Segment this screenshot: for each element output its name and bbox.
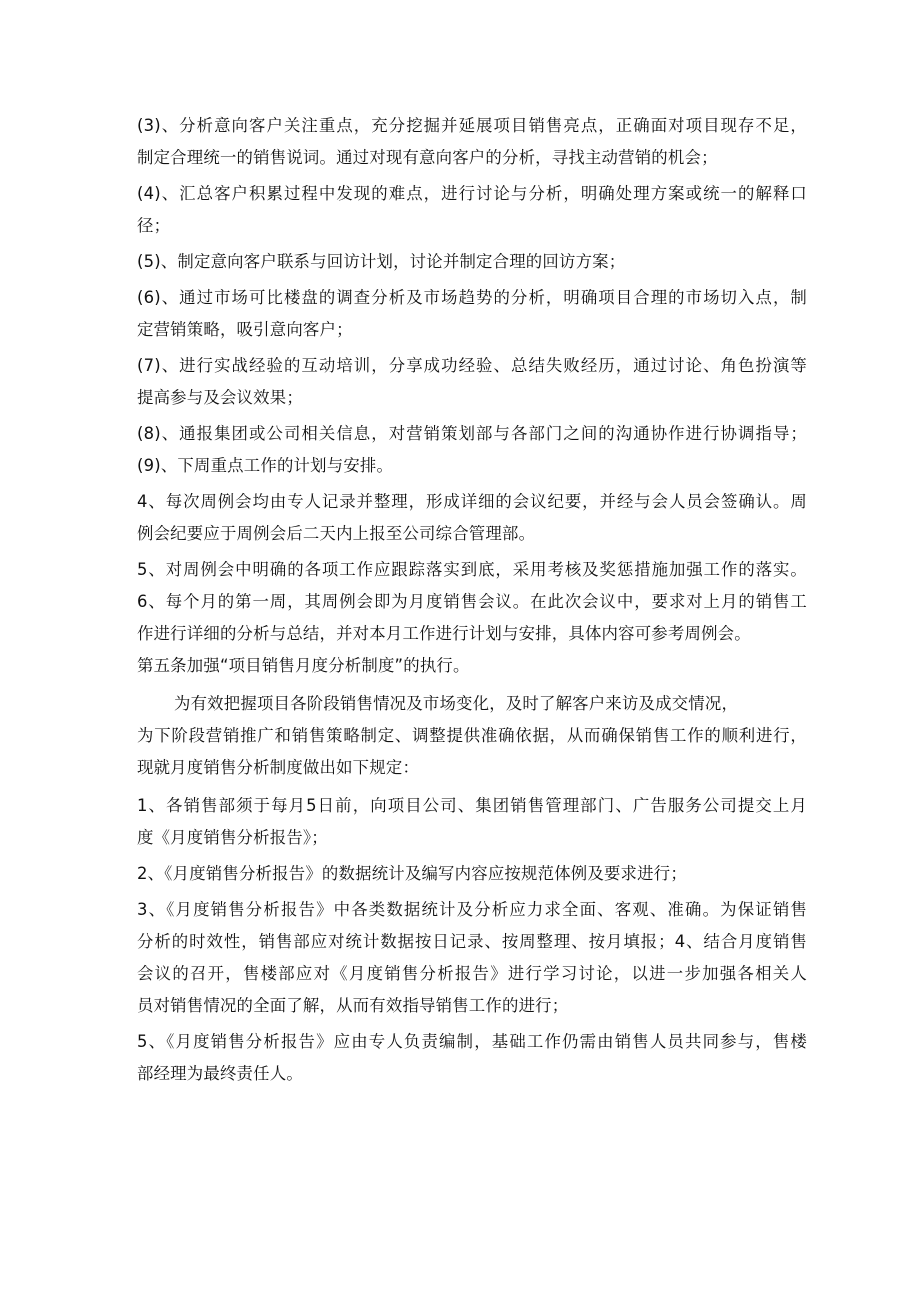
text-line: 径； bbox=[137, 216, 171, 235]
text-line: (6)、通过市场可比楼盘的调查分析及市场趋势的分析，明确项目合理的市场切入点，制 bbox=[137, 288, 807, 307]
document-body bbox=[137, 110, 807, 1090]
text-line: 5、《月度销售分析报告》应由专人负责编制，基础工作仍需由销售人员共同参与，售楼 bbox=[137, 1032, 807, 1051]
text-line: 提高参与及会议效果； bbox=[137, 388, 303, 407]
text-line: 第五条加强“项目销售月度分析制度”的执行。 bbox=[137, 656, 470, 675]
text-line: (4)、汇总客户积累过程中发现的难点，进行讨论与分析，明确处理方案或统一的解释口 bbox=[137, 184, 807, 203]
text-line: 员对销售情况的全面了解，从而有效指导销售工作的进行； bbox=[137, 996, 569, 1015]
text-line: 部经理为最终责任人。 bbox=[137, 1064, 303, 1083]
text-line: 作进行详细的分析与总结，并对本月工作进行计划与安排，具体内容可参考周例会。 bbox=[137, 624, 751, 643]
text-line: (7)、进行实战经验的互动培训，分享成功经验、总结失败经历，通过讨论、角色扮演等 bbox=[137, 356, 807, 375]
text-line: 6、每个月的第一周，其周例会即为月度销售会议。在此次会议中，要求对上月的销售工 bbox=[137, 592, 807, 611]
text-line: 1、各销售部须于每月5日前，向项目公司、集团销售管理部门、广告服务公司提交上月 bbox=[137, 796, 807, 815]
text-line: 现就月度销售分析制度做出如下规定： bbox=[137, 758, 420, 777]
text-line: 制定合理统一的销售说词。通过对现有意向客户的分析，寻找主动营销的机会； bbox=[137, 148, 718, 167]
text-line: 为有效把握项目各阶段销售情况及市场变化，及时了解客户来访及成交情况， bbox=[174, 694, 739, 713]
text-line: 5、对周例会中明确的各项工作应跟踪落实到底，采用考核及奖惩措施加强工作的落实。 bbox=[137, 560, 807, 579]
text-line: (3)、分析意向客户关注重点，充分挖掘并延展项目销售亮点，正确面对项目现存不足， bbox=[137, 116, 807, 135]
text-line: 度《月度销售分析报告》； bbox=[137, 828, 328, 847]
text-line: 例会纪要应于周例会后二天内上报至公司综合管理部。 bbox=[137, 524, 536, 543]
text-line: 2、《月度销售分析报告》的数据统计及编写内容应按规范体例及要求进行； bbox=[137, 864, 687, 883]
text-line: 为下阶段营销推广和销售策略制定、调整提供准确依据，从而确保销售工作的顺利进行， bbox=[137, 726, 807, 745]
text-line: 4、每次周例会均由专人记录并整理，形成详细的会议纪要，并经与会人员会签确认。周 bbox=[137, 492, 807, 511]
text-line: 定营销策略，吸引意向客户； bbox=[137, 320, 353, 339]
text-line: (8)、通报集团或公司相关信息，对营销策划部与各部门之间的沟通协作进行协调指导； bbox=[137, 424, 807, 443]
text-line: (5)、制定意向客户联系与回访计划，讨论并制定合理的回访方案； bbox=[137, 252, 626, 271]
text-line: 会议的召开，售楼部应对《月度销售分析报告》进行学习讨论，以进一步加强各相关人 bbox=[137, 964, 807, 983]
text-line: 3、《月度销售分析报告》中各类数据统计及分析应力求全面、客观、准确。为保证销售 bbox=[137, 900, 807, 919]
text-line: 分析的时效性，销售部应对统计数据按日记录、按周整理、按月填报；4、结合月度销售 bbox=[137, 932, 807, 951]
text-line: (9)、下周重点工作的计划与安排。 bbox=[137, 456, 394, 475]
